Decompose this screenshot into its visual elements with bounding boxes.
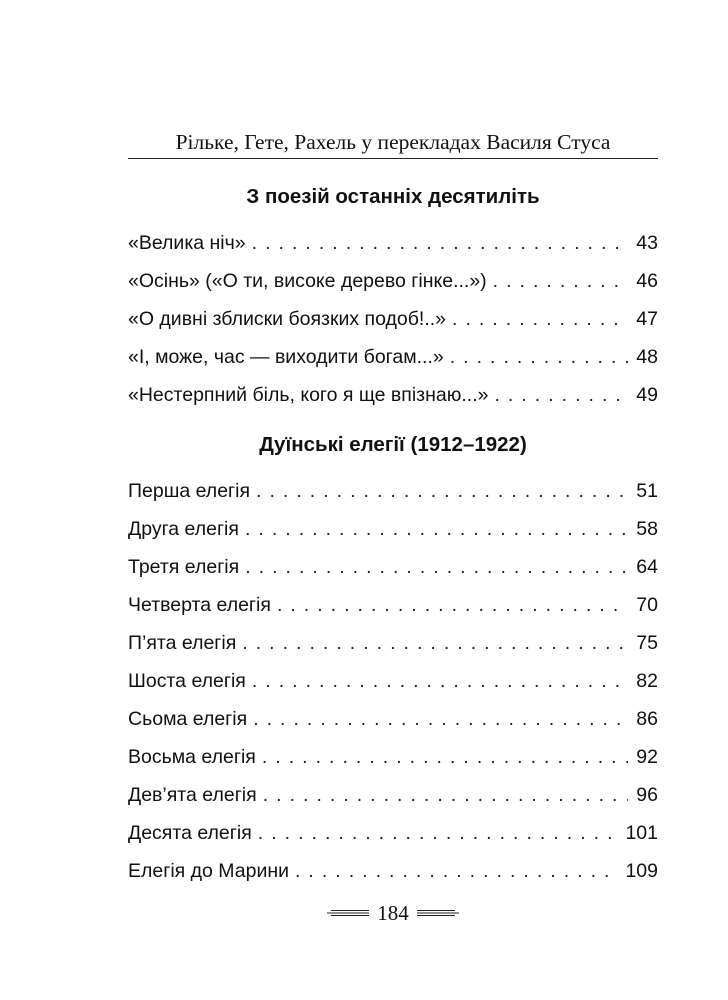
toc-entry-title: «О дивні зблиски боязких подоб!..»: [128, 308, 447, 330]
toc-entry: [128, 548, 658, 586]
toc-entry-page: 47: [636, 308, 658, 330]
toc-entry-page: 101: [625, 822, 658, 844]
toc-entry: [128, 738, 658, 776]
dot-leader: [493, 262, 628, 300]
dot-leader: [258, 814, 620, 852]
toc-entry-title: Сьома елегія: [128, 708, 248, 730]
toc-entry-page: 43: [636, 232, 658, 254]
toc-entry: [128, 624, 658, 662]
dot-leader: [252, 662, 628, 700]
dot-leader: [494, 376, 628, 414]
toc-entry: [128, 338, 658, 376]
dot-leader: [256, 472, 628, 510]
toc-entry-page: 49: [636, 384, 658, 406]
toc-entry-page: 46: [636, 270, 658, 292]
dot-leader: [452, 300, 628, 338]
toc-entry-title: Шоста елегія: [128, 670, 246, 692]
dot-leader: [295, 852, 619, 890]
dot-leader: [245, 510, 628, 548]
toc-entry-title: Елегія до Марини: [128, 860, 289, 882]
toc-entry-title: «Осінь» («О ти, високе дерево гінке...»): [128, 270, 487, 292]
toc-entry: [128, 262, 658, 300]
toc-entry-page: 96: [636, 784, 658, 806]
toc-entry: [128, 586, 658, 624]
dot-leader: [245, 548, 628, 586]
dot-leader: [262, 738, 628, 776]
dot-leader: [242, 624, 628, 662]
toc-entry-page: 75: [636, 632, 658, 654]
toc-entry: [128, 700, 658, 738]
toc-entry-title: Перша елегія: [128, 480, 251, 502]
toc-entry: [128, 776, 658, 814]
toc-entry-title: Четверта елегія: [128, 594, 271, 616]
toc-entry-title: Дев’ята елегія: [128, 784, 257, 806]
toc-entry: [128, 472, 658, 510]
toc-entry-page: 51: [636, 480, 658, 502]
toc-entry: [128, 852, 658, 890]
toc-entry-page: 58: [636, 518, 658, 540]
running-header: Рільке, Гете, Рахель у перекладах Василя Стуса: [175, 130, 611, 154]
toc-list-recent-poems: [128, 224, 658, 414]
toc-entry-title: «Велика ніч»: [128, 232, 246, 254]
toc-entry-title: П’ята елегія: [128, 632, 237, 654]
toc-entry-page: 86: [636, 708, 658, 730]
section-title: Дуїнські елегії (1912–1922): [259, 433, 527, 456]
toc-entry: [128, 376, 658, 414]
dot-leader: [263, 776, 628, 814]
page-number-footer: [128, 898, 658, 928]
dot-leader: [253, 700, 628, 738]
toc-entry-title: Восьма елегія: [128, 746, 256, 768]
toc-entry-title: «Нестерпний біль, кого я ще впізнаю...»: [128, 384, 489, 406]
page-number: 184: [377, 901, 409, 925]
section-title: З поезій останніх десятиліть: [246, 185, 540, 208]
header-rule: [128, 158, 658, 159]
toc-entry: [128, 224, 658, 262]
dot-leader: [450, 338, 628, 376]
toc-entry-title: Друга елегія: [128, 518, 239, 540]
toc-entry-page: 109: [625, 860, 658, 882]
toc-entry-title: Десята елегія: [128, 822, 252, 844]
dot-leader: [277, 586, 628, 624]
toc-entry: [128, 662, 658, 700]
toc-entry-page: 70: [636, 594, 658, 616]
toc-entry-page: 92: [636, 746, 658, 768]
toc-entry: [128, 300, 658, 338]
toc-entry-page: 64: [636, 556, 658, 578]
ornament-left-icon: [327, 908, 369, 918]
toc-entry-page: 82: [636, 670, 658, 692]
toc-entry: [128, 510, 658, 548]
toc-entry-title: Третя елегія: [128, 556, 240, 578]
ornament-right-icon: [417, 908, 459, 918]
toc-entry-title: «І, може, час — виходити богам...»: [128, 346, 444, 368]
toc-list-duino-elegies: [128, 472, 658, 890]
toc-entry-page: 48: [636, 346, 658, 368]
dot-leader: [252, 224, 628, 262]
toc-entry: [128, 814, 658, 852]
